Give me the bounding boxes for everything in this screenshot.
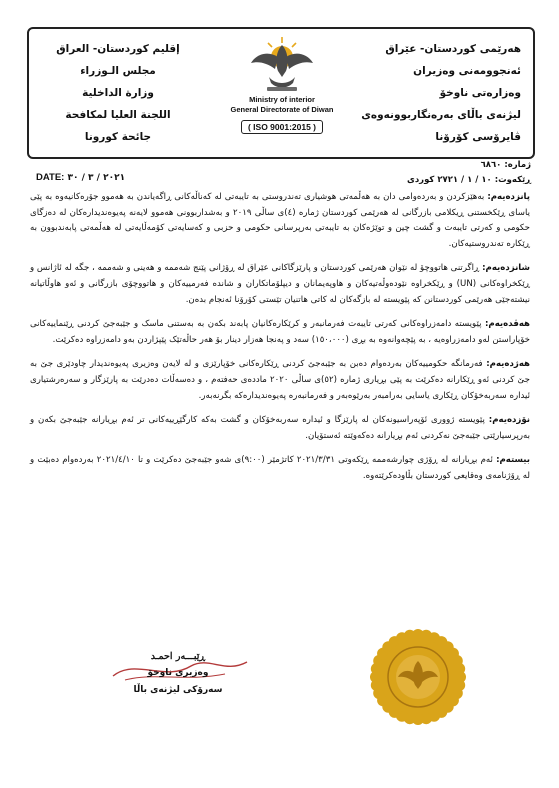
paragraph-keyword: بیستەم:: [496, 455, 530, 466]
kurdish-date: ڕێکەوت: ١٠ / ١ / ٢٧٢١ کوردی: [407, 175, 531, 185]
paragraph-text: ئەم بڕیارانە لە ڕۆژی چوارشەممە ڕێکەوتی ٢٠٢١/٣/٣١ کاتژمێر (٩:٠٠)ی شەو جێبەجێ دەکرێت و تا ٢٠٢١/٤/١٠ بەردەوام دەبێت و لە ڕۆژنامەی وەقایعی کوردستان بڵاودەکرێتەوە.: [30, 455, 530, 481]
emblem-block: [207, 33, 357, 134]
kurdish-header-line: ئەنجوومەنی وەزیران: [413, 65, 521, 77]
arabic-header-line: إقليم كوردستان- العراق: [56, 43, 180, 55]
paragraph-keyword: نۆزدەیەم:: [488, 415, 530, 426]
decision-paragraph: [30, 413, 530, 444]
date-label: DATE:: [36, 172, 65, 183]
kurdish-header-line: ڤایرۆسی کۆرۆنا: [435, 131, 521, 143]
arabic-header: [43, 38, 193, 148]
paragraph-text: ڕاگرتنی هاتووچۆ لە نێوان هەرێمی کوردستان و پارێزگاکانی عێراق لە ڕۆژانی پێنج شەممە و هەینی و شەممە ، جگە لە ئاژانس و ڕێکخراوەکانی (UN) و ڕێکخراوە نێودەوڵەتیەکان و هاوپەیمانان و دیپلۆماتکاران و شاندە فەرمییەکان و هاتووچۆی بازرگانی و ئەو هاوڵاتیانە نیشتەجێی هەرێمی کوردستانن کە پێویستە لە بازگەکان لە کاتی هاتنیان تێستی کۆرۆنا ئەنجام بدەن.: [30, 263, 531, 305]
ministry-name-en: Ministry of interior: [249, 95, 315, 104]
arabic-header-line: مجلس الـوزراء: [80, 65, 156, 77]
kurdish-header: [343, 38, 521, 148]
paragraph-text: بەهێزکردن و بەردەوامی دان بە هەڵمەتی هوشیاری تەندروستی بە تایبەتی لە کەناڵەکانی ڕاگەیاندن بە هەموو جۆرەکانیەوە بە پێی یاسای ڕێکخستنی ڕیکلامی بازرگانی لە هەرێمی کوردستان ژمارە (٤)ی ساڵی ٢٠١٩ و بەشداربوونی هەموو لایەنە پەیوەندیدارەکان لە دەزگای حکومی و کەرتی تایبەت و گشت چین و توێژەکان بە تایبەتی بەرپرسانی حکومی و حزبی و کەسایەتی کۆمەڵایەتی لە هەڵمەتی پابەندبوون بە ڕێکارە تەندروستیەکان.: [30, 192, 530, 249]
decision-body: [30, 190, 530, 494]
date-value: ٢٠٢١ / ٣ / ٣٠: [67, 173, 126, 183]
directorate-name-en: General Directorate of Diwan: [230, 105, 334, 114]
kurdish-header-line: هەرێمی کوردستان- عێراق: [385, 43, 521, 55]
arabic-header-line: جائحة كورونا: [84, 131, 152, 143]
signatory-role: سەرۆکی لیژنەی باڵا: [133, 685, 223, 695]
decision-paragraph: [30, 357, 530, 404]
decision-paragraph: [30, 317, 530, 348]
document-number: ژمارە: ٦٨٦٠: [480, 160, 531, 170]
kurdistan-eagle-emblem-icon: [247, 33, 317, 95]
paragraph-text: پێویستە دامەزراوەکانی کەرتی تایبەت فەرمانبەر و کرێکارەکانیان پابەند بکەن بە بەستنی ماسک و جێبەجێ کردنی ڕێنماییەکانی خۆپاراستن لەو دامەزراوەیە ، بە پێچەوانەوە بە بڕی (١٥٠،٠٠٠) سەد و پەنجا هەزار دینار بۆ هەر حاڵەتێک پێپژاردن بەو دامەزراوە دەکرێت.: [30, 319, 530, 345]
arabic-header-line: وزارة الداخلية: [82, 87, 154, 99]
gold-seal-icon: [368, 627, 468, 727]
iso-certification-box: ( ISO 9001:2015 ): [241, 120, 323, 134]
kurdish-header-line: وەزارەتی ناوخۆ: [439, 87, 521, 99]
paragraph-text: پێویستە ژووری ئۆپەراسیونەکان لە پارێزگا و ئیدارە سەربەخۆکان و گشت بەکە کارگێڕییەکانی تر ئەم بڕیارانە جێبەجێ بکەن و بەرپرسیارێتی جێبەجێ نەکردنی ئەم بڕیارانە دەکەوێتە ئەستۆیان.: [30, 415, 530, 441]
signatory-title: وەزیری ناوخۆ: [147, 668, 209, 678]
paragraph-keyword: هەژدەیەم:: [486, 359, 530, 370]
decision-paragraph: [30, 190, 530, 252]
signatory-name: ڕێبـــەر احمـد: [150, 651, 206, 662]
paragraph-keyword: پانزدەیەم:: [487, 192, 530, 202]
decision-paragraph: [30, 261, 530, 308]
letterhead: [27, 27, 535, 159]
arabic-header-line: اللجنة العليا لمكافحة: [65, 109, 171, 121]
kurdish-header-line: لیژنەی باڵای بەرەنگاربوونەوەی: [361, 109, 521, 121]
paragraph-keyword: شانزدەیەم:: [482, 263, 530, 274]
signature-block: [113, 648, 243, 699]
decision-paragraph: [30, 453, 530, 484]
paragraph-text: فەرمانگە حکومییەکان بەردەوام دەبن بە جێبەجێ کردنی ڕێکارەکانی خۆپارێزی و لە لایەن وەزیری پەیوەندیدار چاودێری جێ بە جێ کردنی ئەو ڕێکارانە دەکرێت بە پێی بڕیاری ژمارە (٥٢)ی ساڵی ٢٠٢٠ ماددەی حەفتەم ، و دەسەڵات دەدرێت بە پارێزگار و سەرەرشتیاری ئیدارە سەربەخۆکان ڕێکاری یاسایی بەرامبەر بەرێوەبەر و فەرمانبەرە پەیوەندیدارەکە بگرنەبەر.: [30, 359, 530, 401]
date-line: [36, 172, 125, 183]
paragraph-keyword: هەڤدەیەم:: [484, 319, 530, 330]
